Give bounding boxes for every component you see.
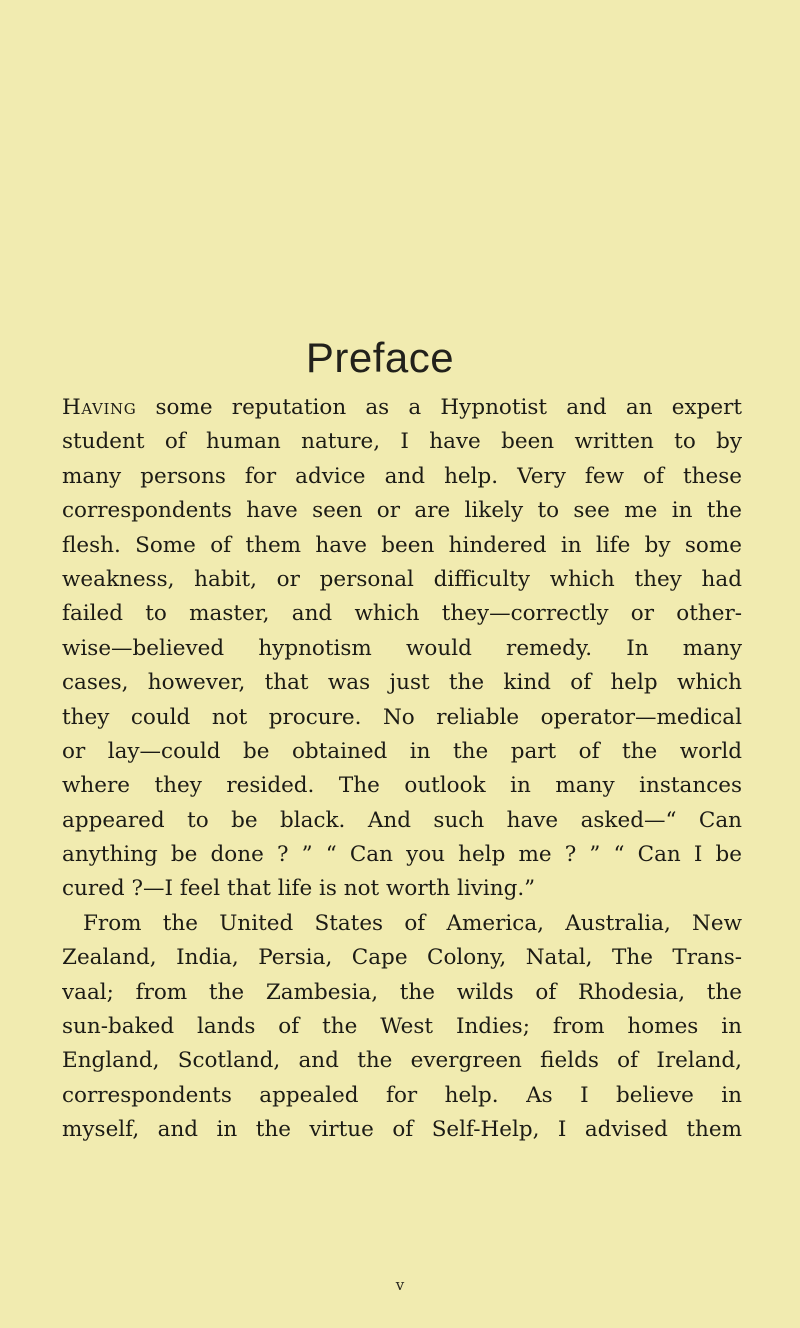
text-line: where they resided. The outlook in many instances <box>62 773 742 799</box>
text-line: anything be done ? ” “ Can you help me ? ” “ Can I be <box>62 842 742 868</box>
text-line: appeared to be black. And such have asked—“ Can <box>62 807 742 833</box>
text-line: sun-baked lands of the West Indies; from homes in <box>62 1014 742 1040</box>
text-line: weakness, habit, or personal difficulty which they had <box>62 566 742 592</box>
text-line: they could not procure. No reliable operator—medical <box>62 704 742 730</box>
page-number: v <box>395 1276 405 1294</box>
text-line: Zealand, India, Persia, Cape Colony, Natal, The Trans- <box>62 945 742 971</box>
text-line: cured ?—I feel that life is not worth living.” <box>62 876 536 902</box>
text-line: wise—believed hypnotism would remedy. In many <box>62 635 742 661</box>
text-line: many persons for advice and help. Very few of these <box>62 463 742 489</box>
page-title: Preface <box>305 334 455 381</box>
text-line: Having some reputation as a Hypnotist and an expert <box>62 395 742 420</box>
preface-body <box>62 391 742 1148</box>
text-line: myself, and in the virtue of Self-Help, I advised them <box>62 1117 742 1143</box>
text-line: flesh. Some of them have been hindered in life by some <box>62 532 742 558</box>
text-line: cases, however, that was just the kind of help which <box>62 670 742 696</box>
text-line: failed to master, and which they—correctly or other- <box>62 601 742 627</box>
text-line: vaal; from the Zambesia, the wilds of Rhodesia, the <box>62 979 742 1005</box>
text-line: student of human nature, I have been written to by <box>62 429 742 455</box>
text-line: or lay—could be obtained in the part of the world <box>62 738 742 764</box>
text-line: correspondents have seen or are likely to see me in the <box>62 498 742 524</box>
text-line: correspondents appealed for help. As I believe in <box>62 1082 742 1108</box>
opening-word: Having <box>62 395 137 420</box>
text-line: England, Scotland, and the evergreen fields of Ireland, <box>62 1048 742 1074</box>
text-line: From the United States of America, Australia, New <box>83 910 742 936</box>
